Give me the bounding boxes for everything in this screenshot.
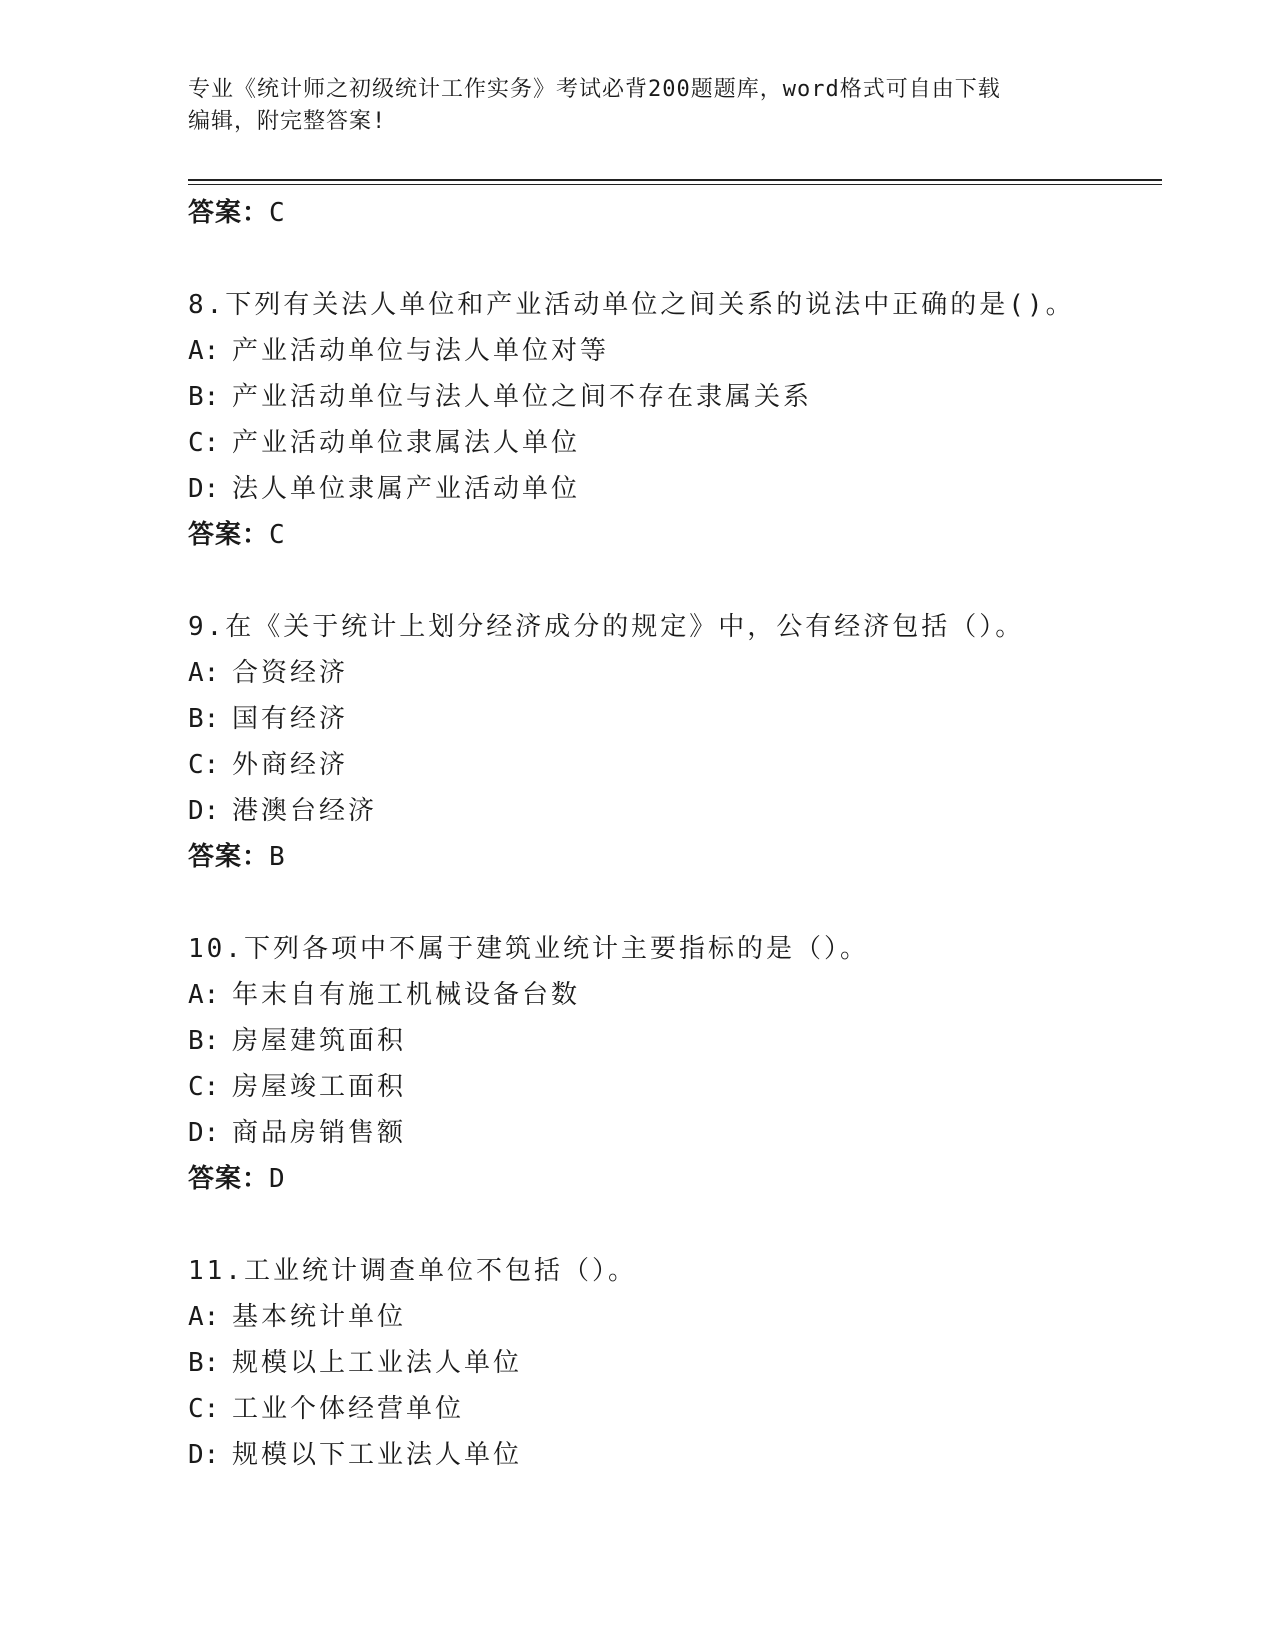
option-text: 产业活动单位与法人单位对等 — [232, 336, 610, 366]
option-text: 产业活动单位与法人单位之间不存在隶属关系 — [232, 382, 813, 412]
option-d — [188, 1110, 1168, 1156]
option-key: B: — [188, 382, 220, 412]
option-text: 商品房销售额 — [232, 1118, 407, 1148]
header-line-1: 专业《统计师之初级统计工作实务》考试必背200题题库，word格式可自由下载 — [188, 77, 1001, 102]
answer-label: 答案： — [188, 520, 270, 550]
option-text: 合资经济 — [232, 658, 349, 688]
option-key: A: — [188, 980, 220, 1010]
question-stem: 9.在《关于统计上划分经济成分的规定》中，公有经济包括（）。 — [188, 612, 1025, 642]
option-text: 产业活动单位隶属法人单位 — [232, 428, 581, 458]
option-key: A: — [188, 1302, 220, 1332]
option-key: B: — [188, 1026, 220, 1056]
option-key: B: — [188, 704, 220, 734]
option-b — [188, 1018, 1168, 1064]
option-b — [188, 1340, 1168, 1386]
option-text: 国有经济 — [232, 704, 349, 734]
question-stem: 11.工业统计调查单位不包括（）。 — [188, 1256, 637, 1286]
option-text: 港澳台经济 — [232, 796, 378, 826]
answer-label: 答案： — [188, 198, 270, 228]
answer-value: B — [269, 842, 286, 872]
option-a — [188, 328, 1168, 374]
option-key: C: — [188, 1394, 220, 1424]
option-key: D: — [188, 796, 220, 826]
option-a — [188, 1294, 1168, 1340]
option-key: D: — [188, 1118, 220, 1148]
option-text: 规模以下工业法人单位 — [232, 1440, 523, 1470]
option-a — [188, 972, 1168, 1018]
option-c — [188, 1064, 1168, 1110]
option-key: A: — [188, 658, 220, 688]
answer-value: C — [269, 198, 286, 228]
header-divider-thin — [188, 184, 1162, 185]
option-d — [188, 1432, 1168, 1478]
answer-value: D — [269, 1164, 286, 1194]
answer-line — [188, 512, 1168, 558]
document-header — [188, 74, 1088, 138]
answer-line — [188, 1156, 1168, 1202]
question-block — [188, 604, 1168, 880]
option-text: 基本统计单位 — [232, 1302, 407, 1332]
option-key: D: — [188, 1440, 220, 1470]
option-c — [188, 1386, 1168, 1432]
option-key: C: — [188, 428, 220, 458]
answer-label: 答案： — [188, 842, 270, 872]
option-b — [188, 696, 1168, 742]
question-block — [188, 1248, 1168, 1478]
option-key: C: — [188, 1072, 220, 1102]
answer-line — [188, 190, 1168, 236]
option-key: B: — [188, 1348, 220, 1378]
option-c — [188, 420, 1168, 466]
option-text: 年末自有施工机械设备台数 — [232, 980, 581, 1010]
option-c — [188, 742, 1168, 788]
option-key: A: — [188, 336, 220, 366]
question-block — [188, 282, 1168, 558]
option-d — [188, 466, 1168, 512]
answer-line — [188, 834, 1168, 880]
option-text: 外商经济 — [232, 750, 349, 780]
option-key: D: — [188, 474, 220, 504]
option-key: C: — [188, 750, 220, 780]
option-text: 法人单位隶属产业活动单位 — [232, 474, 581, 504]
question-list — [188, 190, 1168, 1478]
option-text: 工业个体经营单位 — [232, 1394, 465, 1424]
question-stem: 10.下列各项中不属于建筑业统计主要指标的是（）。 — [188, 934, 869, 964]
option-b — [188, 374, 1168, 420]
option-text: 房屋竣工面积 — [232, 1072, 407, 1102]
answer-label: 答案： — [188, 1164, 270, 1194]
question-block — [188, 926, 1168, 1202]
option-a — [188, 650, 1168, 696]
option-d — [188, 788, 1168, 834]
question-stem: 8.下列有关法人单位和产业活动单位之间关系的说法中正确的是()。 — [188, 290, 1075, 320]
option-text: 规模以上工业法人单位 — [232, 1348, 523, 1378]
header-divider — [188, 179, 1162, 181]
answer-value: C — [269, 520, 286, 550]
option-text: 房屋建筑面积 — [232, 1026, 407, 1056]
header-line-2: 编辑，附完整答案! — [188, 109, 387, 134]
